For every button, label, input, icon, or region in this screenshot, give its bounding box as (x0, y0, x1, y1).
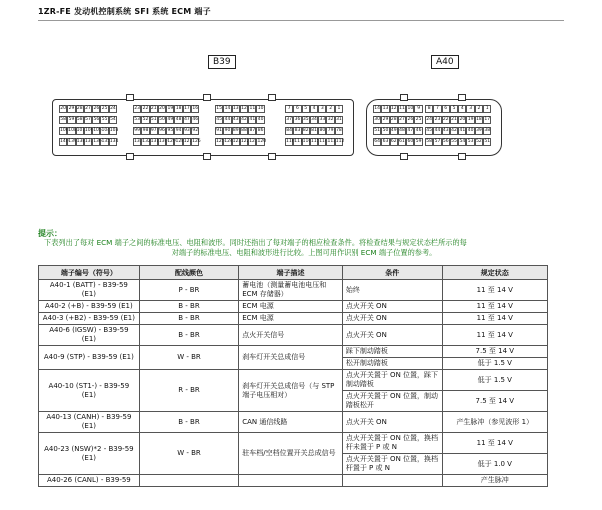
pin-cell: 122 (240, 139, 250, 144)
pin-row (425, 116, 491, 127)
pin-cell: 1 (335, 105, 343, 113)
connector-b39 (52, 99, 354, 156)
pin-cell: 25 (101, 106, 108, 111)
cell-spec: 低于 1.5 V (442, 358, 547, 370)
pin-cell: 103 (109, 128, 119, 133)
table-row (39, 313, 548, 325)
pin-cell: 113 (327, 139, 337, 144)
pin-cell: 41 (459, 128, 466, 133)
pin-cell: 56 (93, 117, 100, 122)
pin-cell: 10 (257, 106, 264, 111)
hint-text (44, 238, 564, 258)
pin-cell: 82 (302, 128, 309, 133)
b39-pin-block-1 (59, 105, 117, 149)
pin-cell: 20 (459, 117, 466, 122)
pin-cell: 51 (374, 128, 381, 133)
pin-cell: 90 (224, 128, 231, 133)
hint-title: 提示： (38, 229, 62, 238)
pin-cell: 27 (399, 117, 405, 122)
pin-cell: 16 (192, 106, 199, 111)
pin-cell: 26 (407, 117, 414, 122)
pin-cell: 47 (407, 128, 414, 133)
cell-condition: 点火开关 ON (342, 313, 442, 325)
pin-cell: 136 (93, 139, 102, 144)
pin-cell: 128 (175, 139, 185, 144)
pin-cell: 48 (175, 117, 182, 122)
pin-cell: 84 (286, 128, 293, 133)
cell-terminal: A40-13 (CANH) - B39-59 (E1) (39, 412, 140, 433)
pin-row (59, 127, 117, 138)
pin-cell: 57 (85, 117, 91, 122)
pin-row (285, 105, 343, 116)
pin-cell: 2 (475, 105, 483, 113)
cell-description: 驻车档/空档位置开关总成信号 (239, 433, 343, 475)
pin-cell: 130 (158, 139, 168, 144)
pin-cell: 49 (390, 128, 397, 133)
cell-condition: 点火开关 ON (342, 412, 442, 433)
pin-cell: 45 (426, 128, 433, 133)
pin-cell: 36 (294, 117, 301, 122)
pin-cell: 42 (451, 128, 457, 133)
pin-cell: 60 (407, 139, 414, 144)
pin-row (215, 116, 265, 127)
pin-cell: 22 (142, 106, 149, 111)
hint-line-1: 下表列出了每对 ECM 端子之间的标准电压、电阻和波形。同时还指出了每对端子的相应检查条件。将检查结果与规定状态栏所示的每 (44, 238, 467, 247)
pin-cell: 50 (382, 128, 389, 133)
pin-cell: 94 (175, 128, 182, 133)
pin-cell: 3 (466, 105, 474, 113)
table-row (39, 325, 548, 346)
cell-spec: 低于 1.5 V (442, 370, 547, 391)
pin-cell: 17 (184, 106, 190, 111)
pin-cell: 3 (318, 105, 326, 113)
pin-cell: 51 (484, 139, 491, 144)
pin-cell: 112 (335, 139, 345, 144)
pin-cell: 37 (286, 117, 293, 122)
pin-cell: 78 (336, 128, 342, 133)
pin-cell: 40 (257, 117, 264, 122)
pin-cell: 97 (150, 128, 157, 133)
cell-spec: 11 至 14 V (442, 280, 547, 301)
cell-description: 蓄电池（测量蓄电池电压和 ECM 存储器） (239, 280, 343, 301)
pin-row (59, 116, 117, 127)
pin-cell: 44 (434, 128, 441, 133)
pin-cell: 43 (232, 117, 239, 122)
cell-spec: 11 至 14 V (442, 301, 547, 313)
b39-pin-block-3 (215, 105, 265, 149)
cell-wire-color: P - BR (139, 280, 238, 301)
table-row (39, 412, 548, 433)
pin-cell: 45 (216, 117, 223, 122)
pin-cell: 88 (241, 128, 247, 133)
cell-wire-color: R - BR (139, 370, 238, 412)
pin-cell: 18 (476, 117, 482, 122)
pin-row (373, 116, 423, 127)
cell-description: CAN 通信线路 (239, 412, 343, 433)
b39-pin-block-2 (133, 105, 199, 149)
pin-cell: 80 (319, 128, 326, 133)
cell-empty (342, 475, 442, 487)
cell-condition: 始终 (342, 280, 442, 301)
pin-cell: 54 (459, 139, 466, 144)
cell-spec: 11 至 14 V (442, 313, 547, 325)
connector-a40 (366, 99, 502, 156)
cell-description: 点火开关信号 (239, 325, 343, 346)
pin-cell: 87 (249, 128, 256, 133)
pin-cell: 81 (311, 128, 317, 133)
connector-latch (458, 153, 466, 160)
pin-cell: 11 (399, 106, 405, 111)
a40-pin-block-2 (425, 105, 491, 149)
cell-terminal: A40-10 (ST1-) - B39-59 (E1) (39, 370, 140, 412)
pin-cell: 21 (150, 106, 157, 111)
pin-cell: 52 (476, 139, 482, 144)
table-row (39, 346, 548, 358)
pin-cell: 33 (319, 117, 326, 122)
cell-wire-color: B - BR (139, 301, 238, 313)
pin-cell: 54 (110, 117, 116, 122)
pin-cell: 139 (68, 139, 77, 144)
pin-cell: 117 (294, 139, 303, 144)
pin-row (133, 116, 199, 127)
pin-row (285, 138, 343, 149)
pin-cell: 56 (442, 139, 449, 144)
connector-a40-label: A40 (431, 55, 459, 69)
pin-cell: 20 (159, 106, 165, 111)
pin-cell: 11 (249, 106, 256, 111)
cell-condition: 点火开关置于 ON 位置，制动踏板松开 (342, 391, 442, 412)
hint-line-2: 对端子的标准电压、电阻和波形进行比较。上图可用作识别 ECM 端子位置的参考。 (171, 248, 437, 257)
pin-cell: 13 (382, 106, 389, 111)
cell-empty (139, 475, 238, 487)
table-header-row (39, 266, 548, 280)
pin-row (215, 105, 265, 116)
pin-cell: 4 (310, 105, 318, 113)
table-row (39, 433, 548, 454)
pin-cell: 49 (167, 117, 174, 122)
pin-row (133, 127, 199, 138)
cell-spec: 11 至 14 V (442, 325, 547, 346)
pin-cell: 138 (76, 139, 86, 144)
pin-cell: 116 (302, 139, 312, 144)
col-wire-color: 配线颜色 (139, 266, 238, 280)
pin-cell: 53 (467, 139, 474, 144)
pin-cell: 53 (134, 117, 141, 122)
pin-cell: 106 (84, 128, 94, 133)
cell-condition: 踩下制动踏板 (342, 346, 442, 358)
pin-cell: 48 (399, 128, 405, 133)
cell-condition: 点火开关 ON (342, 301, 442, 313)
pin-cell: 7 (433, 105, 441, 113)
pin-cell: 12 (390, 106, 397, 111)
pin-cell: 108 (68, 128, 77, 133)
pin-cell: 6 (293, 105, 301, 113)
pin-cell: 23 (434, 117, 441, 122)
pin-cell: 58 (60, 117, 67, 122)
connector-latch (458, 94, 466, 101)
cell-description: 刹车灯开关总成信号 (239, 346, 343, 370)
pin-cell: 58 (76, 117, 83, 122)
pin-cell: 22 (442, 117, 449, 122)
col-condition: 条件 (342, 266, 442, 280)
page-header: 1ZR-FE 发动机控制系统 SFI 系统 ECM 端子 (38, 7, 211, 16)
pin-cell: 115 (310, 139, 320, 144)
pin-cell: 123 (232, 139, 242, 144)
pin-row (215, 127, 265, 138)
pin-cell: 20 (60, 106, 67, 111)
pin-cell: 25 (415, 117, 422, 122)
cell-description: ECM 电源 (239, 313, 343, 325)
pin-cell: 91 (216, 128, 223, 133)
pin-cell: 83 (294, 128, 301, 133)
pin-cell: 99 (134, 128, 141, 133)
pin-cell: 59 (415, 139, 422, 144)
pin-cell: 108 (60, 128, 69, 133)
pin-cell: 61 (399, 139, 405, 144)
pin-row (59, 105, 117, 116)
pin-cell: 132 (142, 139, 151, 144)
cell-description: ECM 电源 (239, 301, 343, 313)
pin-cell: 127 (183, 139, 193, 144)
pin-cell: 124 (224, 139, 233, 144)
connector-latch (400, 153, 408, 160)
pin-cell: 8 (425, 105, 433, 113)
pin-cell: 23 (134, 106, 141, 111)
pin-cell: 126 (192, 139, 201, 144)
pin-cell: 30 (374, 117, 381, 122)
pin-cell: 29 (382, 117, 389, 122)
pin-cell: 40 (467, 128, 474, 133)
pin-row (285, 127, 343, 138)
pin-cell: 13 (232, 106, 239, 111)
cell-spec: 产生脉冲（参见波形 1） (442, 412, 547, 433)
pin-cell: 41 (249, 117, 256, 122)
pin-cell: 44 (224, 117, 231, 122)
pin-cell: 28 (390, 117, 397, 122)
pin-cell: 47 (184, 117, 190, 122)
pin-row (373, 138, 423, 149)
pin-cell: 14 (374, 106, 381, 111)
pin-row (133, 138, 199, 149)
pin-cell: 86 (257, 128, 264, 133)
pin-cell: 24 (426, 117, 433, 122)
pin-cell: 133 (134, 139, 143, 144)
pin-cell: 6 (442, 105, 450, 113)
cell-empty (239, 475, 343, 487)
pin-cell: 9 (414, 105, 422, 113)
b39-pin-block-4 (285, 105, 343, 149)
pin-cell: 107 (76, 128, 86, 133)
cell-wire-color: W - BR (139, 433, 238, 475)
pin-cell: 55 (101, 117, 108, 122)
cell-condition: 点火开关置于 ON 位置，换档杆未置于 P 或 N (342, 433, 442, 454)
pin-cell: 64 (374, 139, 381, 144)
pin-cell: 29 (68, 106, 75, 111)
pin-cell: 14 (224, 106, 231, 111)
pin-cell: 137 (84, 139, 94, 144)
pin-cell: 96 (159, 128, 165, 133)
cell-condition: 点火开关 ON (342, 325, 442, 346)
cell-spec: 7.5 至 14 V (442, 391, 547, 412)
col-spec: 规定状态 (442, 266, 547, 280)
pin-cell: 59 (68, 117, 75, 122)
pin-cell: 63 (382, 139, 389, 144)
pin-cell: 2 (326, 105, 334, 113)
connector-latch (268, 153, 276, 160)
pin-cell: 51 (150, 117, 157, 122)
pin-cell: 31 (336, 117, 342, 122)
pin-cell: 39 (476, 128, 482, 133)
connector-latch (203, 94, 211, 101)
pin-cell: 135 (101, 139, 111, 144)
cell-spec: 低于 1.0 V (442, 454, 547, 475)
cell-spec: 产生脉冲 (442, 475, 547, 487)
pin-row (133, 105, 199, 116)
pin-cell: 19 (167, 106, 174, 111)
cell-terminal: A40-2 (+B) - B39-59 (E1) (39, 301, 140, 313)
col-description: 端子描述 (239, 266, 343, 280)
pin-row (425, 138, 491, 149)
pin-cell: 95 (167, 128, 174, 133)
pin-cell: 5 (450, 105, 458, 113)
pin-cell: 120 (257, 139, 267, 144)
pin-cell: 105 (93, 128, 102, 133)
cell-terminal: A40-1 (BATT) - B39-59 (E1) (39, 280, 140, 301)
table-row (39, 280, 548, 301)
pin-cell: 38 (484, 128, 491, 133)
pin-cell: 46 (415, 128, 422, 133)
pin-cell: 131 (150, 139, 160, 144)
pin-cell: 28 (76, 106, 83, 111)
connector-latch (400, 94, 408, 101)
pin-cell: 134 (109, 139, 119, 144)
pin-cell: 12 (241, 106, 247, 111)
pin-cell: 79 (327, 128, 334, 133)
pin-cell: 7 (285, 105, 293, 113)
pin-cell: 34 (311, 117, 317, 122)
connector-b39-label: B39 (208, 55, 236, 69)
col-terminal: 端子编号（符号） (39, 266, 140, 280)
pin-row (425, 105, 491, 116)
cell-terminal: A40-9 (STP) - B39-59 (E1) (39, 346, 140, 370)
pin-row (285, 116, 343, 127)
pin-cell: 19 (467, 117, 474, 122)
cell-condition: 松开制动踏板 (342, 358, 442, 370)
pin-row (59, 138, 117, 149)
terminal-spec-table (38, 265, 548, 487)
connector-latch (126, 94, 134, 101)
pin-cell: 62 (390, 139, 397, 144)
pin-cell: 118 (286, 139, 295, 144)
pin-row (425, 127, 491, 138)
table-row (39, 475, 548, 487)
pin-row (215, 138, 265, 149)
connector-latch (126, 153, 134, 160)
connector-latch (203, 153, 211, 160)
pin-cell: 55 (451, 139, 457, 144)
pin-cell: 1 (483, 105, 491, 113)
pin-cell: 114 (319, 139, 328, 144)
pin-cell: 104 (101, 128, 111, 133)
a40-pin-block-1 (373, 105, 423, 149)
cell-terminal: A40-23 (NSW)*2 - B39-59 (E1) (39, 433, 140, 475)
pin-cell: 46 (192, 117, 199, 122)
pin-cell: 4 (458, 105, 466, 113)
cell-terminal: A40-6 (IGSW) - B39-59 (E1) (39, 325, 140, 346)
cell-wire-color: B - BR (139, 412, 238, 433)
pin-cell: 43 (442, 128, 449, 133)
table-row (39, 301, 548, 313)
pin-cell: 98 (142, 128, 149, 133)
pin-cell: 27 (85, 106, 91, 111)
cell-spec: 11 至 14 V (442, 433, 547, 454)
cell-spec: 7.5 至 14 V (442, 346, 547, 358)
pin-cell: 125 (216, 139, 225, 144)
table-row (39, 370, 548, 391)
pin-row (373, 105, 423, 116)
pin-cell: 121 (249, 139, 258, 144)
pin-cell: 57 (434, 139, 441, 144)
pin-cell: 140 (60, 139, 69, 144)
cell-wire-color: B - BR (139, 325, 238, 346)
pin-cell: 5 (302, 105, 310, 113)
cell-description: 刹车灯开关总成信号（与 STP 端子电压相对） (239, 370, 343, 412)
pin-cell: 93 (184, 128, 190, 133)
pin-cell: 129 (167, 139, 176, 144)
cell-condition: 点火开关置于 ON 位置，踩下制动踏板 (342, 370, 442, 391)
cell-terminal: A40-26 (CANL) - B39-59 (39, 475, 140, 487)
header-divider (38, 20, 564, 21)
cell-condition: 点火开关置于 ON 位置，换档杆置于 P 或 N (342, 454, 442, 475)
pin-cell: 10 (407, 106, 414, 111)
cell-wire-color: B - BR (139, 313, 238, 325)
pin-cell: 32 (327, 117, 334, 122)
pin-cell: 26 (93, 106, 100, 111)
pin-cell: 50 (159, 117, 165, 122)
pin-cell: 92 (192, 128, 199, 133)
pin-cell: 18 (175, 106, 182, 111)
pin-cell: 52 (142, 117, 149, 122)
pin-cell: 42 (241, 117, 247, 122)
pin-row (373, 127, 423, 138)
pin-cell: 89 (232, 128, 239, 133)
cell-terminal: A40-3 (+B2) - B39-59 (E1) (39, 313, 140, 325)
pin-cell: 15 (216, 106, 223, 111)
pin-cell: 35 (302, 117, 309, 122)
cell-wire-color: W - BR (139, 346, 238, 370)
pin-cell: 17 (484, 117, 491, 122)
pin-cell: 24 (110, 106, 116, 111)
pin-cell: 21 (451, 117, 457, 122)
connector-latch (268, 94, 276, 101)
pin-cell: 58 (426, 139, 433, 144)
